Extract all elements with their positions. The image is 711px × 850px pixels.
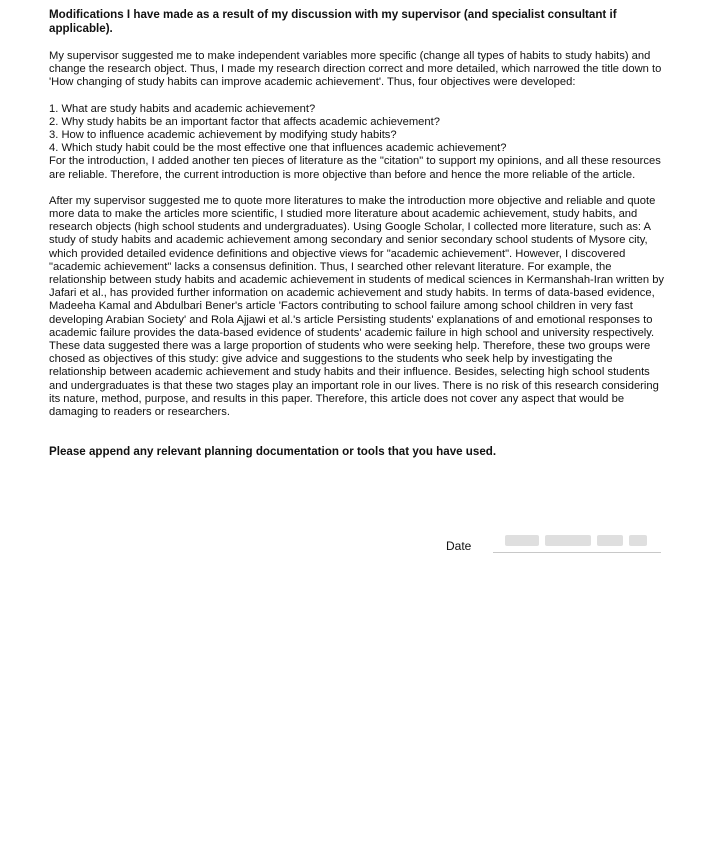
redacted-date — [545, 535, 591, 546]
date-field[interactable] — [493, 532, 661, 553]
redacted-date — [629, 535, 647, 546]
paragraph-literature: After my supervisor suggested me to quote more literatures to make the introduction more objective and reliable and quote more data to make the articles more scientific, I studied more literature about academic achievement, study habits, and research objects (high school students and undergraduates). Using Google Scholar, I collected more literature, such as: A study of study habits and academic achievement among secondary and senior secondary school students of Mysore city, which provided detailed evidence definitions and objective views for "academic achievement". However, I discovered "academic achievement" lacks a consensus definition. Thus, I searched other relevant literature. For example, the relationship between study habits and academic achievement in students of medical sciences in Kermanshah-Iran written by Jafari et al., has provided further information on academic achievement and study habits. In terms of data-based evidence, Madeeha Kamal and Abdulbari Bener's article 'Factors contributing to school failure among school children in very fast developing Arabian Society' and Rola Ajjawi et al.'s article Persisting students' explanations of and emotional responses to academic failure provides the data-based evidence of students' academic failure in high school and university respectively. These data suggested there was a large proportion of students who were seeking help. Therefore, these two groups were chosed as objectives of this study: give advice and suggestions to the students who seek help by investigating the relationship between academic achievement and study habits and their influence. Besides, selecting high school students and undergraduates is that these two stages play an important role in our lives. There is no risk of this research considering its nature, method, purpose, and results in this paper. Therefore, this article does not cover any aspect that would be damaging to readers or researchers. — [49, 194, 665, 419]
objective-item: 2. Why study habits be an important factor that affects academic achievement? — [49, 115, 440, 128]
section-heading: Modifications I have made as a result of my discussion with my supervisor (and specialist consultant if applicable). — [49, 8, 617, 35]
date-label: Date — [446, 539, 472, 553]
paragraph-introduction: For the introduction, I added another ten pieces of literature as the "citation" to support my opinions, and all these resources are reliable. Therefore, the current introduction is more objective than before and hence the more reliable of the article. — [49, 155, 661, 181]
redacted-date — [597, 535, 623, 546]
objective-item: 3. How to influence academic achievement by modifying study habits? — [49, 129, 397, 142]
append-instruction: Please append any relevant planning documentation or tools that you have used. — [49, 445, 497, 459]
document-body — [49, 8, 669, 459]
objective-item: 4. Which study habit could be the most effective one that influences academic achievement? — [49, 142, 507, 155]
date-row — [446, 532, 661, 553]
objective-item: 1. What are study habits and academic achievement? — [49, 102, 316, 115]
objectives-list — [49, 103, 669, 156]
redacted-date — [505, 535, 539, 546]
paragraph-supervisor-suggestion: My supervisor suggested me to make independent variables more specific (change all types of habits to study habits) and change the research object. Thus, I made my research direction correct and more detailed, which narrowed the title down to 'How changing of study habits can improve academic achievement'. Thus, four objectives were developed: — [49, 50, 662, 89]
